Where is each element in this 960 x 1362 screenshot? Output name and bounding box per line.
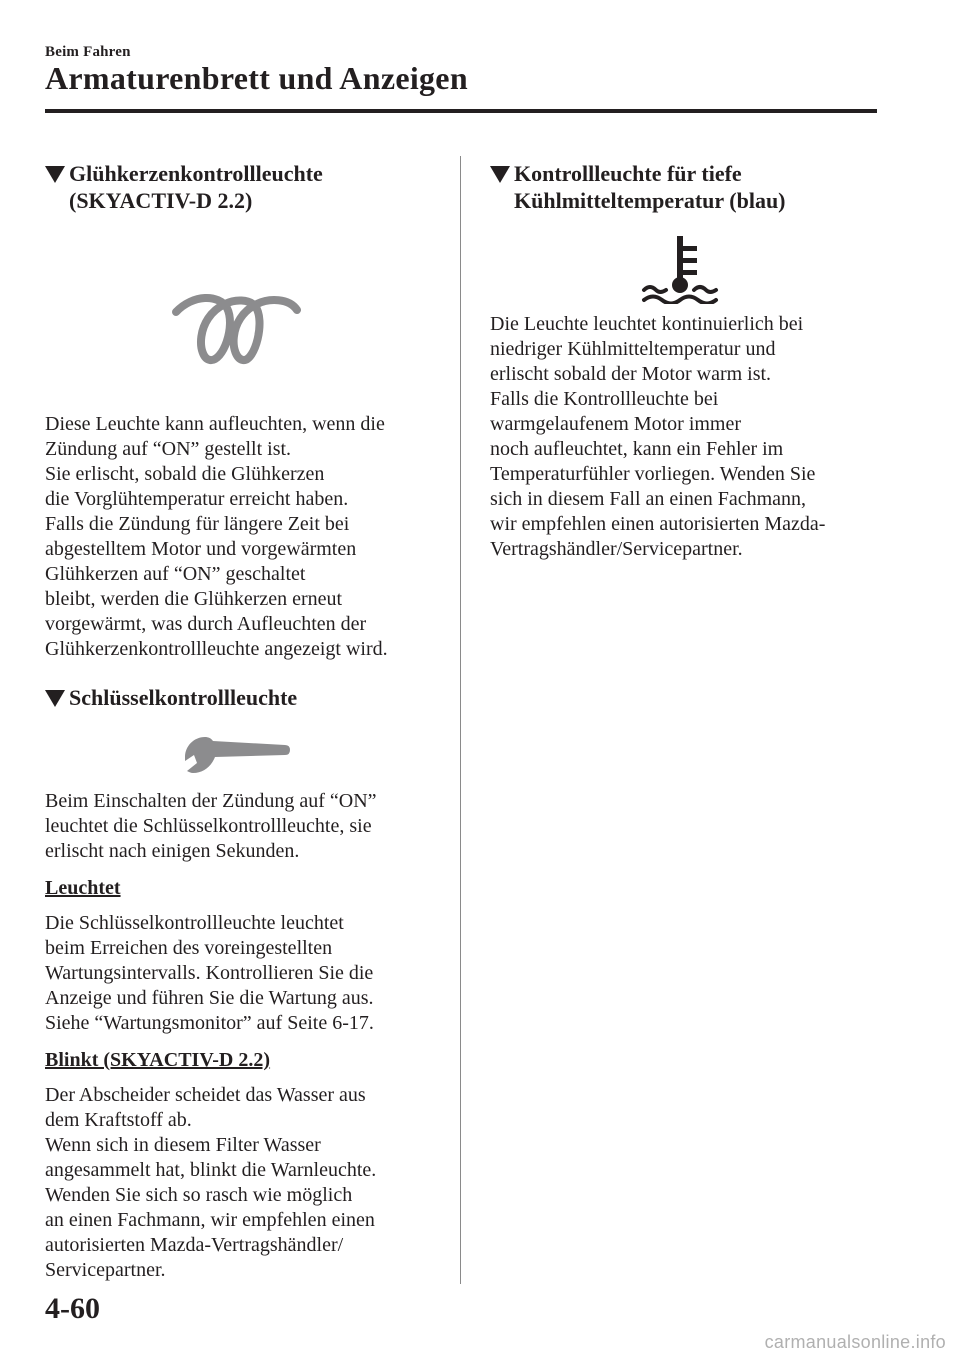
page-title: Armaturenbrett und Anzeigen	[45, 60, 468, 96]
subheading-blinkt: Blinkt (SKYACTIV-D 2.2)	[45, 1049, 271, 1071]
section-heading-coolant	[490, 160, 885, 214]
section-heading-glow	[45, 160, 440, 214]
text-line: sich in diesem Fall an einen Fachmann,	[490, 488, 807, 510]
wrench-paragraph	[45, 789, 440, 864]
text-line: Diese Leuchte kann aufleuchten, wenn die	[45, 413, 385, 435]
triangle-bullet-icon	[490, 166, 510, 183]
text-line: autorisierten Mazda-Vertragshändler/	[45, 1234, 344, 1256]
text-line: Anzeige und führen Sie die Wartung aus.	[45, 987, 374, 1009]
text-line: Wartungsintervalls. Kontrollieren Sie die	[45, 962, 374, 984]
glow-plug-coil-icon	[171, 290, 301, 366]
heading-line: Glühkerzenkontrollleuchte	[69, 161, 323, 186]
text-line: die Vorglühtemperatur erreicht haben.	[45, 488, 349, 510]
glow-paragraph	[45, 412, 440, 662]
text-line: Sie erlischt, sobald die Glühkerzen	[45, 463, 325, 485]
text-line: Wenn sich in diesem Filter Wasser	[45, 1134, 321, 1156]
page-number: 4-60	[45, 1292, 100, 1325]
watermark: carmanualsonline.info	[764, 1332, 946, 1352]
text-line: dem Kraftstoff ab.	[45, 1109, 192, 1131]
text-line: Die Leuchte leuchtet kontinuierlich bei	[490, 313, 804, 335]
header-rule	[45, 109, 877, 113]
blinkt-paragraph	[45, 1083, 440, 1283]
text-line: wir empfehlen einen autorisierten Mazda-	[490, 513, 826, 535]
column-divider	[460, 156, 461, 1284]
coolant-paragraph	[490, 312, 885, 562]
right-column	[490, 160, 885, 562]
text-line: Der Abscheider scheidet das Wasser aus	[45, 1084, 366, 1106]
text-line: Wenden Sie sich so rasch wie möglich	[45, 1184, 353, 1206]
text-line: erlischt sobald der Motor warm ist.	[490, 363, 772, 385]
text-line: Glühkerzen auf “ON” geschaltet	[45, 563, 306, 585]
chapter-label: Beim Fahren	[45, 44, 131, 60]
leuchtet-paragraph	[45, 911, 440, 1036]
heading-line: Kühlmitteltemperatur (blau)	[514, 188, 786, 213]
triangle-bullet-icon	[45, 690, 65, 707]
text-line: Falls die Zündung für längere Zeit bei	[45, 513, 350, 535]
text-line: warmgelaufenem Motor immer	[490, 413, 742, 435]
text-line: Temperaturfühler vorliegen. Wenden Sie	[490, 463, 816, 485]
heading-line: (SKYACTIV-D 2.2)	[69, 188, 253, 213]
text-line: Beim Einschalten der Zündung auf “ON”	[45, 790, 377, 812]
wrench-icon	[185, 733, 290, 775]
text-line: Siehe “Wartungsmonitor” auf Seite 6-17.	[45, 1012, 374, 1034]
text-line: abgestelltem Motor und vorgewärmten	[45, 538, 357, 560]
text-line: Zündung auf “ON” gestellt ist.	[45, 438, 292, 460]
text-line: an einen Fachmann, wir empfehlen einen	[45, 1209, 375, 1231]
text-line: angesammelt hat, blinkt die Warnleuchte.	[45, 1159, 377, 1181]
text-line: Glühkerzenkontrollleuchte angezeigt wird.	[45, 638, 388, 660]
text-line: noch aufleuchtet, kann ein Fehler im	[490, 438, 784, 460]
coolant-temperature-icon	[640, 234, 720, 304]
text-line: leuchtet die Schlüsselkontrollleuchte, sie	[45, 815, 372, 837]
text-line: beim Erreichen des voreingestellten	[45, 937, 333, 959]
triangle-bullet-icon	[45, 166, 65, 183]
text-line: vorgewärmt, was durch Aufleuchten der	[45, 613, 367, 635]
text-line: Servicepartner.	[45, 1259, 166, 1281]
text-line: Vertragshändler/Servicepartner.	[490, 538, 743, 560]
subheading-leuchtet: Leuchtet	[45, 877, 121, 899]
text-line: bleibt, werden die Glühkerzen erneut	[45, 588, 343, 610]
text-line: erlischt nach einigen Sekunden.	[45, 840, 300, 862]
text-line: Die Schlüsselkontrollleuchte leuchtet	[45, 912, 344, 934]
section-heading-wrench	[45, 684, 440, 711]
text-line: niedriger Kühlmitteltemperatur und	[490, 338, 776, 360]
left-column	[45, 160, 440, 1283]
heading-line: Schlüsselkontrollleuchte	[69, 685, 298, 710]
heading-line: Kontrollleuchte für tiefe	[514, 161, 742, 186]
text-line: Falls die Kontrollleuchte bei	[490, 388, 719, 410]
